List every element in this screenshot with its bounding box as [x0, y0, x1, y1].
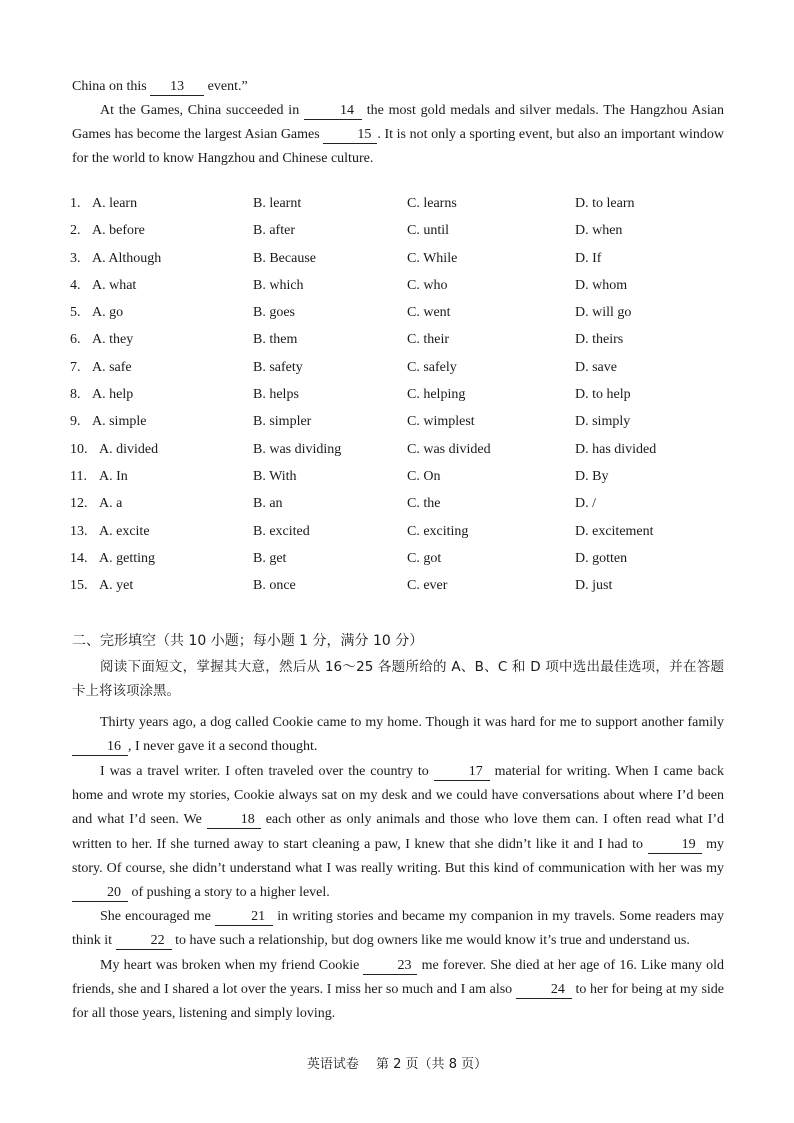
option-b: B. them [253, 332, 298, 348]
option-a: A. safe [92, 359, 132, 375]
option-d: D. whom [575, 277, 628, 293]
option-row [70, 578, 730, 605]
option-row [70, 496, 730, 523]
blank-19: 19 [648, 837, 702, 854]
passage1-paragraph [72, 99, 724, 172]
option-a: A. Although [92, 250, 162, 266]
option-row [70, 414, 730, 441]
section-title: 二、完形填空（共 10 小题；每小题 1 分，满分 10 分） [72, 633, 424, 649]
option-c: C. the [407, 496, 441, 512]
question-number: 8. [70, 387, 81, 403]
passage2-paragraph-3 [72, 905, 724, 953]
passage2-paragraph-1 [72, 711, 724, 759]
option-row [70, 551, 730, 578]
passage-text: I was a travel writer. I often traveled over the country to [100, 764, 429, 779]
blank-22: 22 [116, 933, 172, 950]
option-c: C. exciting [407, 523, 469, 539]
passage-text: Thirty years ago, a dog called Cookie came to my home. Though it was hard for me to support another family [100, 715, 724, 730]
option-a: A. before [92, 223, 145, 239]
blank-20: 20 [72, 885, 128, 902]
option-row [70, 251, 730, 278]
question-number: 4. [70, 277, 81, 293]
option-b: B. an [253, 496, 283, 512]
option-d: D. If [575, 250, 602, 266]
option-c: C. went [407, 305, 451, 321]
option-b: B. helps [253, 387, 299, 403]
option-b: B. after [253, 223, 295, 239]
option-c: C. On [407, 468, 441, 484]
passage-text: . It is not only a sporting event, but also an important window for the world to know Hangzhou and Chinese culture. [72, 127, 724, 167]
option-row [70, 360, 730, 387]
passage-text: to her for being at my side for all those years, listening and simply loving. [72, 982, 724, 1022]
option-c: C. until [407, 223, 450, 239]
option-d: D. will go [575, 305, 632, 321]
passage-text: , I never gave it a second thought. [128, 739, 318, 755]
option-row [70, 469, 730, 496]
option-a: A. help [92, 387, 134, 403]
question-number: 7. [70, 359, 81, 375]
passage-text: each other as only animals and those who love them can. I often read what I’d written to her. If she turned away to start cleaning a paw, I knew that she didn’t like it and I had to [72, 812, 724, 852]
option-c: C. who [407, 277, 448, 293]
option-a: A. In [99, 468, 128, 484]
passage-text: At the Games, China succeeded in [100, 103, 300, 118]
option-c: C. helping [407, 387, 466, 403]
passage-text: my story. Of course, she didn’t understand what I was really writing. But this kind of communication with her was my [72, 836, 725, 876]
option-a: A. go [92, 305, 124, 321]
question-number: 5. [70, 305, 81, 321]
option-d: D. / [575, 496, 596, 512]
blank-16: 16 [72, 739, 128, 756]
passage-text: the most gold medals and silver medals. The Hangzhou Asian Games has become the largest Asian Games [72, 103, 725, 143]
question-number: 3. [70, 250, 81, 266]
option-d: D. theirs [575, 332, 624, 348]
option-d: D. save [575, 359, 617, 375]
option-b: B. learnt [253, 196, 302, 211]
question-number: 12. [70, 496, 88, 512]
option-row [70, 305, 730, 332]
option-d: D. has divided [575, 441, 657, 457]
option-b: B. excited [253, 523, 310, 539]
options-list [70, 196, 730, 605]
option-b: B. get [253, 550, 287, 566]
blank-23: 23 [363, 958, 417, 975]
question-number: 14. [70, 550, 88, 566]
blank-15: 15 [323, 127, 377, 144]
passage-text: of pushing a story to a higher level. [131, 885, 330, 901]
option-d: D. to help [575, 387, 631, 403]
blank-21: 21 [215, 909, 273, 926]
passage-text: event.” [207, 79, 248, 94]
question-number: 6. [70, 332, 81, 348]
option-c: C. safely [407, 359, 457, 375]
option-b: B. goes [253, 305, 295, 321]
option-row [70, 442, 730, 469]
option-b: B. safety [253, 359, 303, 375]
option-b: B. was dividing [253, 441, 342, 457]
option-a: A. simple [92, 414, 147, 430]
passage-text: She encouraged me [100, 909, 211, 924]
option-d: D. just [575, 578, 613, 594]
passage-text: to have such a relationship, but dog owners like me would know it’s true and understand us. [175, 933, 690, 949]
passage-text: in writing stories and became my companion in my travels. Some readers may think it [72, 909, 725, 949]
option-d: D. excitement [575, 523, 654, 539]
question-number: 1. [70, 196, 81, 211]
option-row [70, 332, 730, 359]
option-a: A. yet [99, 578, 134, 594]
option-d: D. when [575, 223, 623, 239]
option-row [70, 524, 730, 551]
blank-18: 18 [207, 812, 261, 829]
option-a: A. excite [99, 523, 150, 539]
option-d: D. By [575, 468, 609, 484]
option-c: C. their [407, 332, 449, 348]
blank-13: 13 [150, 79, 204, 96]
option-b: B. simpler [253, 414, 312, 430]
blank-17: 17 [434, 764, 490, 781]
option-a: A. they [92, 332, 134, 348]
option-b: B. which [253, 277, 304, 293]
option-b: B. once [253, 578, 296, 594]
option-c: C. learns [407, 196, 457, 211]
option-row [70, 278, 730, 305]
question-number: 15. [70, 578, 88, 594]
blank-24: 24 [516, 982, 572, 999]
page-footer: 英语试卷 第 2 页（共 8 页） [306, 1057, 488, 1072]
option-c: C. wimplest [407, 414, 475, 430]
option-b: B. Because [253, 250, 316, 266]
passage1-line [72, 75, 724, 99]
option-c: C. ever [407, 578, 448, 594]
option-a: A. getting [99, 550, 155, 566]
question-number: 11. [70, 468, 87, 484]
option-a: A. divided [99, 441, 159, 457]
option-d: D. simply [575, 414, 631, 430]
question-number: 13. [70, 523, 88, 539]
passage-text: My heart was broken when my friend Cookie [100, 958, 360, 973]
blank-14: 14 [304, 103, 362, 120]
option-b: B. With [253, 468, 297, 484]
option-a: A. what [92, 277, 137, 293]
option-a: A. learn [92, 196, 138, 211]
option-row [70, 196, 730, 223]
passage-text: me forever. She died at her age of 16. Like many old friends, she and I shared a lot over the years. I miss her so much and I am also [72, 958, 724, 998]
passage2-paragraph-2 [72, 760, 724, 905]
question-number: 2. [70, 223, 81, 239]
option-c: C. got [407, 550, 442, 566]
passage-text: China on this [72, 79, 147, 94]
option-a: A. a [99, 496, 123, 512]
question-number: 9. [70, 414, 81, 430]
passage-text: material for writing. When I came back home and wrote my stories, Cookie always sat on my desk and we could have conversations about where I’d been and what I’d seen. We [72, 764, 725, 828]
option-row [70, 223, 730, 250]
option-d: D. gotten [575, 550, 628, 566]
option-c: C. While [407, 250, 458, 266]
section-instruction: 阅读下面短文，掌握其大意，然后从 16～25 各题所给的 A、B、C 和 D 项中选出最佳选项，并在答题卡上将该项涂黑。 [72, 659, 724, 700]
option-c: C. was divided [407, 441, 491, 457]
passage2-paragraph-4 [72, 954, 724, 1027]
option-d: D. to learn [575, 196, 635, 211]
option-row [70, 387, 730, 414]
question-number: 10. [70, 441, 88, 457]
